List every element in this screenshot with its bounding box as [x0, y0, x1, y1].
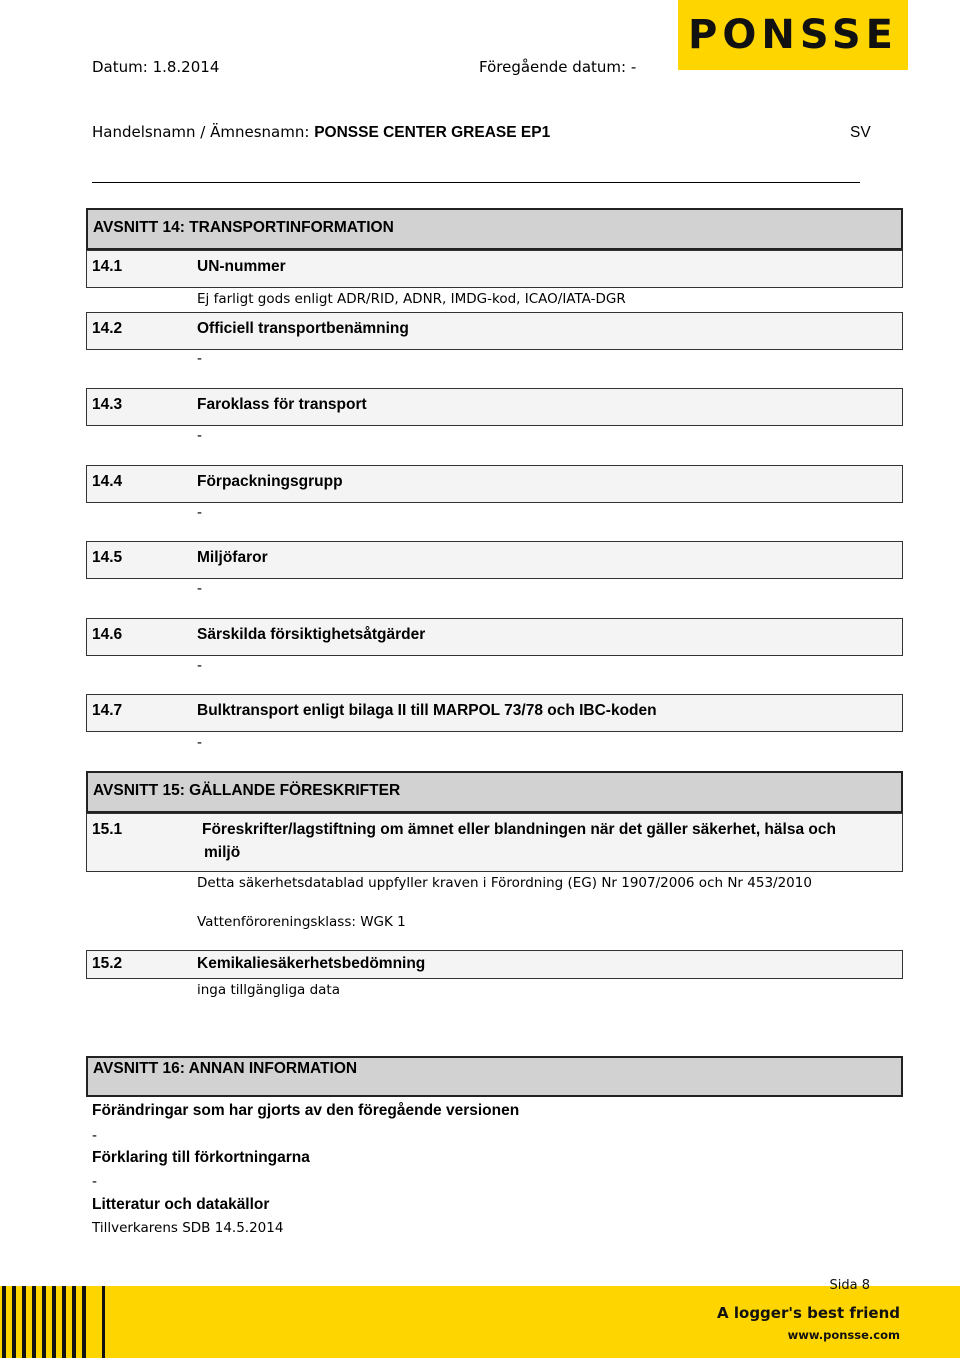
item-14-3-content: - [197, 427, 202, 444]
changes-heading: Förändringar som har gjorts av den föregående versionen [92, 1102, 520, 1119]
footer-stripe [12, 1286, 16, 1358]
section-14-title: AVSNITT 14: TRANSPORTINFORMATION [93, 219, 394, 236]
item-number: 14.7 [92, 702, 123, 719]
item-number: 14.1 [92, 258, 123, 275]
section-14-header [86, 208, 903, 250]
section-16-header [86, 1056, 903, 1097]
item-title: Faroklass för transport [197, 396, 367, 413]
item-14-5-header [86, 541, 903, 579]
section-15-title: AVSNITT 15: GÄLLANDE FÖRESKRIFTER [93, 782, 401, 799]
item-14-2-header [86, 312, 903, 350]
item-14-5-content: - [197, 580, 202, 597]
language-code: SV [850, 124, 871, 141]
item-title: Särskilda försiktighetsåtgärder [197, 626, 426, 643]
footer-stripe [32, 1286, 36, 1358]
item-14-4-content: - [197, 504, 202, 521]
item-14-6-header [86, 618, 903, 656]
footer-stripe [62, 1286, 66, 1358]
section-15-header [86, 771, 903, 813]
item-14-6-content: - [197, 657, 202, 674]
section-16-title: AVSNITT 16: ANNAN INFORMATION [93, 1060, 358, 1077]
item-14-1-content: Ej farligt gods enligt ADR/RID, ADNR, IMDG-kod, ICAO/IATA-DGR [197, 291, 626, 307]
product-identifier [92, 123, 550, 142]
literature-heading: Litteratur och datakällor [92, 1196, 270, 1213]
item-14-1-header [86, 250, 903, 288]
item-14-7-header [86, 694, 903, 732]
footer-stripe [22, 1286, 26, 1358]
abbreviations-text: - [92, 1173, 97, 1190]
changes-text: - [92, 1127, 97, 1144]
item-number: 14.3 [92, 396, 123, 413]
footer-stripe [2, 1286, 6, 1358]
item-14-7-content: - [197, 734, 202, 751]
regulation-text: Detta säkerhetsdatablad uppfyller kraven i Förordning (EG) Nr 1907/2006 och Nr 453/2010 [197, 875, 812, 891]
item-number: 15.2 [92, 955, 123, 972]
item-number: 14.2 [92, 320, 123, 337]
footer-stripe [52, 1286, 56, 1358]
item-title: UN-nummer [197, 258, 286, 275]
item-number: 14.6 [92, 626, 123, 643]
item-14-3-header [86, 388, 903, 426]
item-number: 14.5 [92, 549, 123, 566]
item-title-line1: Föreskrifter/lagstiftning om ämnet eller blandningen när det gäller säkerhet, hälsa och [202, 821, 836, 838]
item-14-2-content: - [197, 350, 202, 367]
item-title: Förpackningsgrupp [197, 473, 343, 490]
item-15-1-header [86, 813, 903, 872]
water-pollution-class: Vattenföroreningsklass: WGK 1 [197, 914, 406, 930]
footer-stripe [42, 1286, 46, 1358]
footer-stripe [82, 1286, 86, 1358]
footer-band [0, 1278, 960, 1358]
website-link[interactable]: www.ponsse.com [787, 1328, 900, 1342]
item-title: Miljöfaror [197, 549, 268, 566]
product-label: Handelsnamn / Ämnesnamn: [92, 123, 315, 141]
item-15-2-content: inga tillgängliga data [197, 982, 340, 998]
literature-text: Tillverkarens SDB 14.5.2014 [92, 1220, 284, 1236]
item-number: 14.4 [92, 473, 123, 490]
header-divider [92, 182, 860, 183]
previous-date: Föregående datum: - [479, 58, 637, 76]
footer-stripe [102, 1286, 105, 1358]
item-14-4-header [86, 465, 903, 503]
product-name: PONSSE CENTER GREASE EP1 [314, 124, 551, 141]
document-date: Datum: 1.8.2014 [92, 58, 220, 76]
item-number: 15.1 [92, 821, 123, 838]
page-number: Sida 8 [829, 1278, 870, 1293]
abbreviations-heading: Förklaring till förkortningarna [92, 1149, 310, 1166]
item-title: Bulktransport enligt bilaga II till MARPOL 73/78 och IBC-koden [197, 702, 657, 719]
item-title: Officiell transportbenämning [197, 320, 409, 337]
item-15-2-header [86, 950, 903, 979]
item-title-line2: miljö [204, 844, 241, 861]
slogan: A logger's best friend [717, 1304, 900, 1322]
item-title: Kemikaliesäkerhetsbedömning [197, 955, 426, 972]
ponsse-logo: PONSSE [678, 0, 908, 70]
footer-stripe [72, 1286, 76, 1358]
